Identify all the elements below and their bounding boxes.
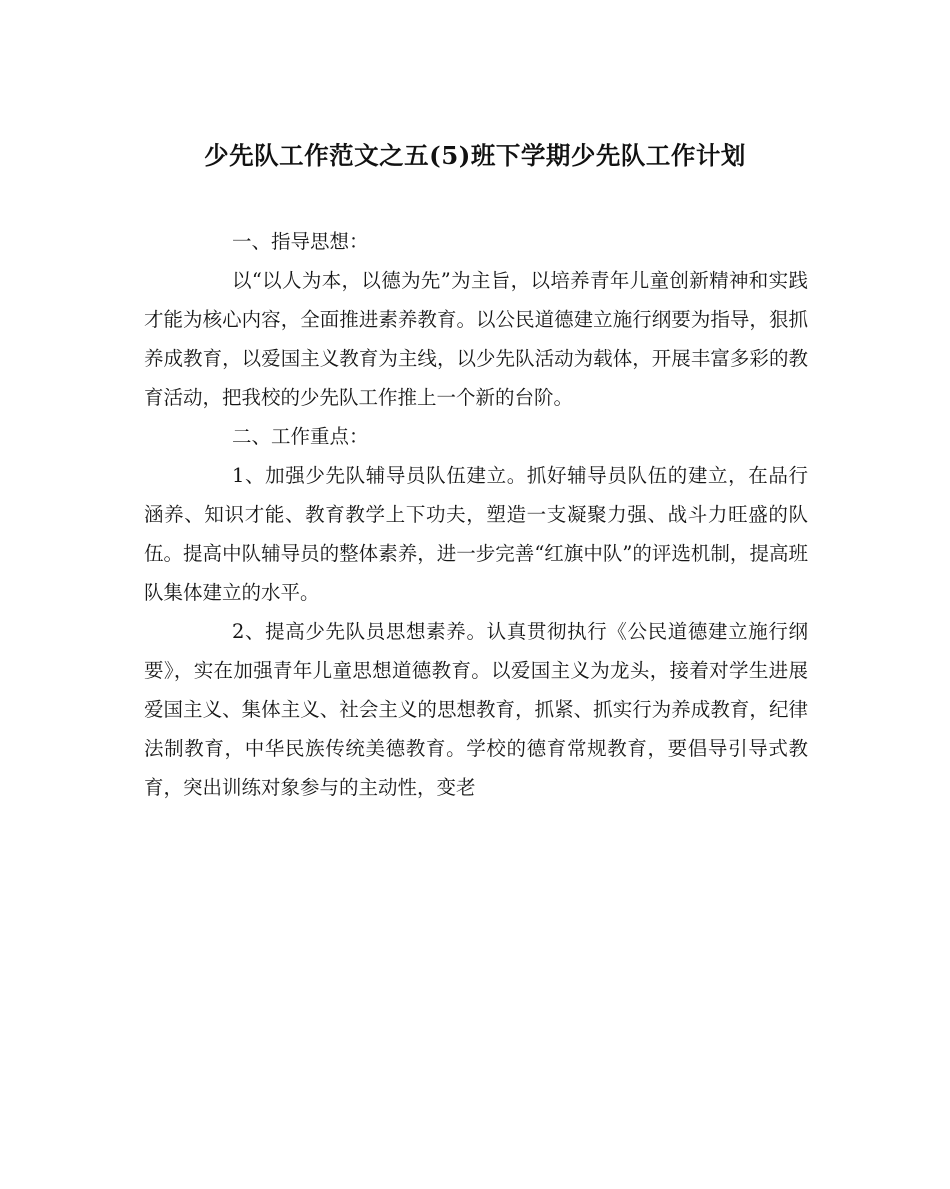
document-body <box>144 222 808 807</box>
section-heading-guiding-ideology: 一、指导思想： <box>232 230 369 253</box>
section-heading-work-focus: 二、工作重点： <box>232 425 369 448</box>
document-title: 少先队工作范文之五(5)班下学期少先队工作计划 <box>204 141 746 170</box>
paragraph-guiding-ideology: 以“以人为本，以德为先”为主旨，以培养青年儿童创新精神和实践才能为核心内容，全面推进素养教育。以公民道德建立施行纲要为指导，狠抓养成教育，以爱国主义教育为主线，以少先队活动为载体，开展丰富多彩的教育活动，把我校的少先队工作推上一个新的台阶。 <box>144 269 808 409</box>
paragraph-counselor-team: 1、加强少先队辅导员队伍建立。抓好辅导员队伍的建立，在品行涵养、知识才能、教育教学上下功夫，塑造一支凝聚力强、战斗力旺盛的队伍。提高中队辅导员的整体素养，进一步完善“红旗中队”的评选机制，提高班队集体建立的水平。 <box>144 464 808 604</box>
paragraph-ideological-quality: 2、提高少先队员思想素养。认真贯彻执行《公民道德建立施行纲要》，实在加强青年儿童思想道德教育。以爱国主义为龙头，接着对学生进展爱国主义、集体主义、社会主义的思想教育，抓紧、抓实行为养成教育，纪律法制教育，中华民族传统美德教育。学校的德育常规教育，要倡导引导式教育，突出训练对象参与的主动性，变老 <box>144 620 808 799</box>
